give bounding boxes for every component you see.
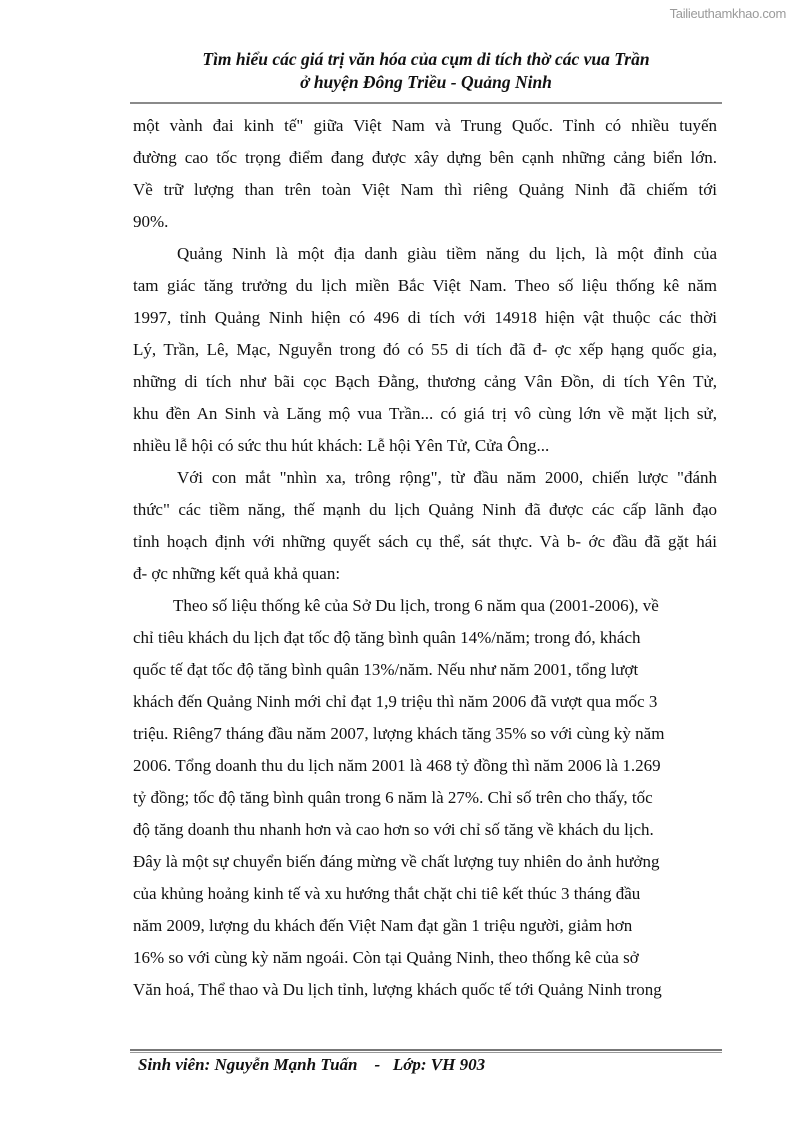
text-line: tỉnh hoạch định với những quyết sách cụ thể, sát thực. Và b- ớc đầu đã gặt hái <box>133 532 717 551</box>
text-line: triệu. Riêng7 tháng đầu năm 2007, lượng khách tăng 35% so với cùng kỳ năm <box>133 724 665 743</box>
text-line: khu đền An Sinh và Lăng mộ vua Trần... có giá trị vô cùng lớn về mặt lịch sử, <box>133 404 717 423</box>
text-line: Văn hoá, Thể thao và Du lịch tỉnh, lượng khách quốc tế tới Quảng Ninh trong <box>133 980 662 999</box>
text-line: tỷ đồng; tốc độ tăng bình quân trong 6 năm là 27%. Chỉ số trên cho thấy, tốc <box>133 788 653 807</box>
document-body <box>133 110 717 1006</box>
header-title-line-1: Tìm hiểu các giá trị văn hóa của cụm di tích thờ các vua Trần <box>202 49 650 69</box>
footer-divider <box>130 1049 722 1053</box>
text-line: đường cao tốc trọng điểm đang được xây dựng bên cạnh những cảng biển lớn. <box>133 148 717 167</box>
text-line: những di tích như bãi cọc Bạch Đằng, thương cảng Vân Đồn, di tích Yên Tử, <box>133 372 717 391</box>
text-line: Lý, Trần, Lê, Mạc, Nguyễn trong đó có 55 di tích đã đ- ợc xếp hạng quốc gia, <box>133 340 717 359</box>
text-line: của khủng hoảng kinh tế và xu hướng thắt chặt chi tiê kết thúc 3 tháng đầu <box>133 884 641 903</box>
text-line: nhiều lễ hội có sức thu hút khách: Lễ hội Yên Tử, Cửa Ông... <box>133 436 550 455</box>
text-line: 1997, tỉnh Quảng Ninh hiện có 496 di tích với 14918 hiện vật thuộc các thời <box>133 308 717 327</box>
text-line: tam giác tăng trưởng du lịch miền Bắc Việt Nam. Theo số liệu thống kê năm <box>133 276 717 295</box>
header-title-line-2: ở huyện Đông Triều - Quảng Ninh <box>300 72 552 92</box>
text-line: Đây là một sự chuyển biến đáng mừng về chất lượng tuy nhiên do ảnh hưởng <box>133 852 660 871</box>
text-line: độ tăng doanh thu nhanh hơn và cao hơn so với chỉ số tăng về khách du lịch. <box>133 820 654 839</box>
text-line: quốc tế đạt tốc độ tăng bình quân 13%/năm. Nếu như năm 2001, tổng lượt <box>133 660 639 679</box>
text-line: 90%. <box>133 212 169 231</box>
paragraph <box>133 590 717 1006</box>
header-divider <box>130 102 722 104</box>
text-line: đ- ợc những kết quả khả quan: <box>133 564 341 583</box>
text-line: Về trữ lượng than trên toàn Việt Nam thì riêng Quảng Ninh đã chiếm tới <box>133 180 717 199</box>
text-line: khách đến Quảng Ninh mới chỉ đạt 1,9 triệu thì năm 2006 đã vượt qua mốc 3 <box>133 692 658 711</box>
text-line: Quảng Ninh là một địa danh giàu tiềm năng du lịch, là một đỉnh của <box>177 244 717 263</box>
paragraph <box>133 462 717 590</box>
text-line: Với con mắt "nhìn xa, trông rộng", từ đầu năm 2000, chiến lược "đánh <box>177 468 717 487</box>
text-line: 16% so với cùng kỳ năm ngoái. Còn tại Quảng Ninh, theo thống kê của sở <box>133 948 639 967</box>
text-line: thức" các tiềm năng, thế mạnh du lịch Quảng Ninh đã được các cấp lãnh đạo <box>133 500 717 519</box>
text-line: Theo số liệu thống kê của Sở Du lịch, trong 6 năm qua (2001-2006), về <box>173 596 659 615</box>
text-line: năm 2009, lượng du khách đến Việt Nam đạt gần 1 triệu người, giảm hơn <box>133 916 633 935</box>
text-line: 2006. Tổng doanh thu du lịch năm 2001 là 468 tỷ đồng thì năm 2006 là 1.269 <box>133 756 661 775</box>
paragraph <box>133 238 717 462</box>
paragraph <box>133 110 717 238</box>
text-line: một vành đai kinh tế" giữa Việt Nam và Trung Quốc. Tỉnh có nhiều tuyến <box>133 116 717 135</box>
watermark: Tailieuthamkhao.com <box>669 6 786 21</box>
footer-student-info: Sinh viên: Nguyễn Mạnh Tuấn - Lớp: VH 903 <box>138 1055 486 1074</box>
page-header <box>130 48 722 94</box>
text-line: chỉ tiêu khách du lịch đạt tốc độ tăng bình quân 14%/năm; trong đó, khách <box>133 628 641 647</box>
